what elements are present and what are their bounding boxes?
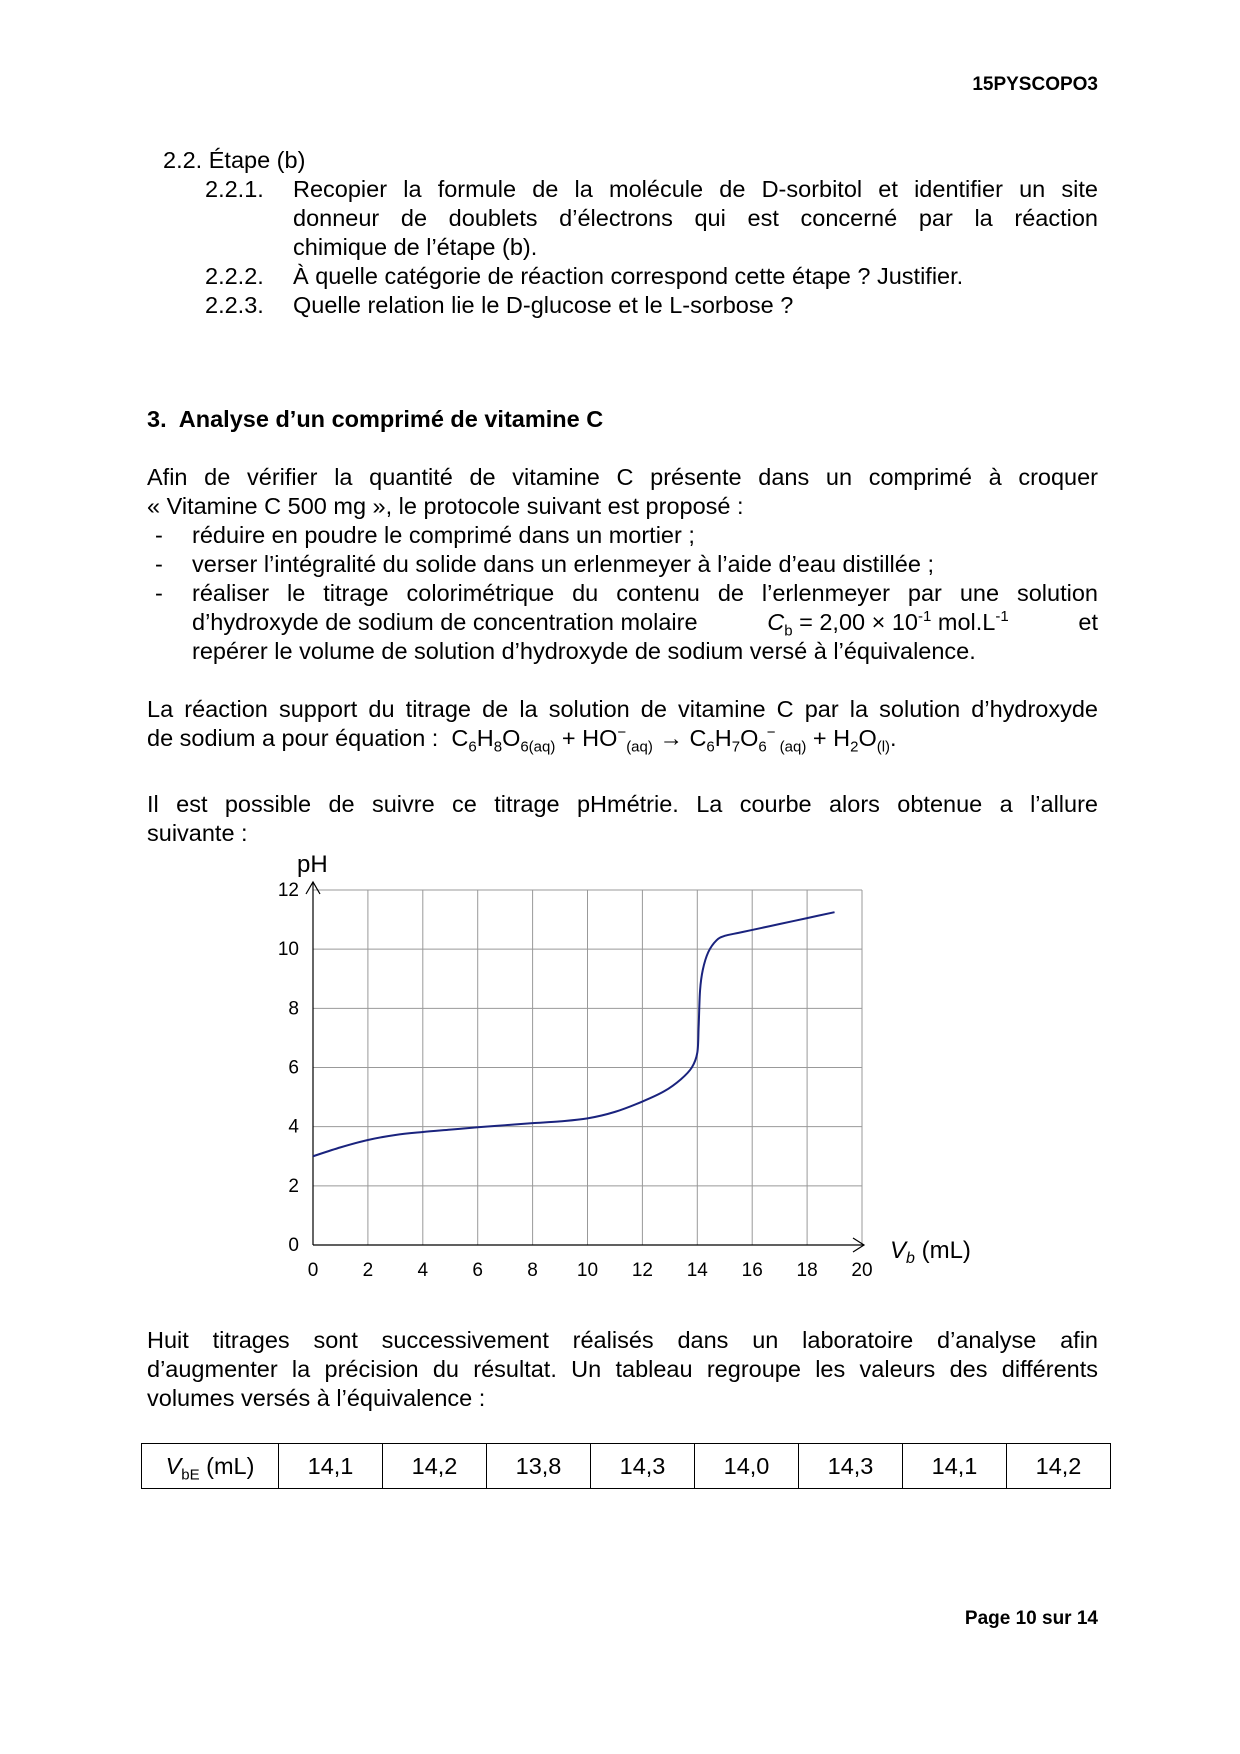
eq-sub: (aq): [626, 738, 653, 756]
titration-chart: [250, 845, 990, 1290]
equivalence-volumes-table: [141, 1443, 1111, 1489]
y-tick-label: 6: [288, 1057, 299, 1079]
eq-o: O: [740, 725, 759, 751]
x-axis-label: $V_b$ (mL): [890, 1237, 971, 1267]
after-line-2: d’augmenter la précision du résultat. Un tableau regroupe les valeurs des différents: [147, 1356, 1098, 1382]
x-tick-label: 12: [631, 1260, 653, 1281]
table-cell: 14,0: [695, 1444, 799, 1489]
bullet-3-line-3: repérer le volume de solution d’hydroxyde de sodium versé à l’équivalence.: [192, 638, 976, 664]
x-tick-label: 2: [362, 1260, 374, 1281]
table-cell: 14,3: [591, 1444, 695, 1489]
eq-arrow: →: [652, 725, 690, 751]
bullet-2: verser l’intégralité du solide dans un erlenmeyer à l’aide d’eau distillée ;: [192, 551, 934, 577]
intro-line-2: « Vitamine C 500 mg », le protocole suivant est proposé :: [147, 493, 744, 519]
x-tick-label: 20: [851, 1260, 873, 1281]
eq-charge: −: [766, 724, 776, 742]
bullet-3-line-1: réaliser le titrage colorimétrique du contenu de l’erlenmeyer par une solution: [192, 580, 1098, 606]
page-code: 15PYSCOPO3: [972, 74, 1098, 95]
y-tick-label: 12: [277, 880, 299, 901]
x-tick-label: 4: [417, 1260, 429, 1281]
table-cell: 14,1: [279, 1444, 383, 1489]
eq-plus-h: + H: [806, 725, 851, 751]
eq-sub: 6: [706, 738, 715, 756]
eq-c: C: [451, 725, 469, 751]
y-tick-label: 4: [288, 1116, 299, 1138]
eq-c: C: [689, 725, 707, 751]
ph-line-1: Il est possible de suivre ce titrage pHmétrie. La courbe alors obtenue a l’allure: [147, 791, 1098, 817]
after-line-1: Huit titrages sont successivement réalisés dans un laboratoire d’analyse afin: [147, 1327, 1098, 1353]
section-3-heading: 3. Analyse d’un comprimé de vitamine C: [147, 406, 604, 432]
section-2-2-heading: [163, 146, 305, 175]
q223-text: Quelle relation lie le D-glucose et le L-sorbose ?: [293, 292, 794, 318]
table-header-sub: bE: [181, 1466, 200, 1484]
bullet-3-line-2-end: et: [1078, 609, 1098, 635]
eq-sub: 6(aq): [520, 738, 556, 756]
x-tick-label: 10: [576, 1260, 599, 1281]
eq-o: O: [502, 725, 521, 751]
bullet-dash: -: [155, 580, 163, 606]
q223-number: 2.2.3.: [205, 292, 264, 318]
ph-line-2: suivante :: [147, 820, 248, 846]
section-title: Étape (b): [208, 147, 306, 173]
concentration-unit: mol.L: [931, 609, 996, 635]
eq-sub: 2: [850, 738, 859, 756]
concentration-formula: [767, 608, 1009, 640]
eq-charge: −: [617, 724, 627, 742]
q221-line-2: donneur de doublets d’électrons qui est concerné par la réaction: [293, 205, 1098, 231]
reaction-line-1: La réaction support du titrage de la solution de vitamine C par la solution d’hydroxyde: [147, 696, 1098, 722]
table-cell: 14,1: [903, 1444, 1007, 1489]
table-row: [142, 1444, 1111, 1489]
reaction-line-2: [147, 724, 897, 756]
bullet-dash: -: [155, 522, 163, 548]
eq-h: H: [476, 725, 494, 751]
eq-sub: 8: [493, 738, 503, 756]
concentration-unit-exponent: -1: [995, 608, 1009, 626]
eq-sub: (aq): [775, 738, 807, 756]
concentration-subscript: b: [784, 622, 793, 640]
after-line-3: volumes versés à l’équivalence :: [147, 1385, 486, 1411]
bullet-3-line-2-text: d’hydroxyde de sodium de concentration molaire: [192, 609, 698, 635]
bullet-1: réduire en poudre le comprimé dans un mortier ;: [192, 522, 695, 548]
y-axis-label: pH: [297, 851, 328, 878]
y-tick-label: 10: [277, 939, 299, 961]
x-tick-label: 8: [527, 1260, 538, 1281]
eq-sub: (l): [876, 738, 891, 756]
table-cell: 13,8: [487, 1444, 591, 1489]
eq-sub: 6: [468, 738, 477, 756]
intro-line-1: Afin de vérifier la quantité de vitamine C présente dans un comprimé à croquer: [147, 464, 1098, 490]
table-header-unit: (mL): [199, 1452, 255, 1479]
section-number: 2.2.: [163, 147, 203, 173]
y-tick-label: 8: [288, 998, 299, 1020]
x-tick-label: 0: [307, 1260, 319, 1281]
titration-chart-svg: [250, 845, 990, 1290]
concentration-symbol: C: [767, 609, 785, 635]
eq-end: .: [890, 725, 897, 751]
q222-number: 2.2.2.: [205, 263, 264, 289]
x-tick-label: 16: [741, 1260, 763, 1281]
y-tick-label: 2: [288, 1175, 299, 1197]
q222-text: À quelle catégorie de réaction correspond cette étape ? Justifier.: [293, 263, 964, 289]
y-tick-label: 0: [288, 1235, 299, 1256]
bullet-dash: -: [155, 551, 163, 577]
concentration-exponent: -1: [918, 608, 932, 626]
table-header-cell: [142, 1444, 279, 1489]
concentration-value: = 2,00 × 10: [792, 609, 919, 635]
q221-line-1: Recopier la formule de la molécule de D-sorbitol et identifier un site: [293, 176, 1098, 202]
eq-plus-ho: + HO: [555, 725, 618, 751]
bullet-3-line-2: [192, 608, 1098, 640]
table-cell: 14,2: [383, 1444, 487, 1489]
table-cell: 14,3: [799, 1444, 903, 1489]
reaction-prefix: de sodium a pour équation :: [147, 725, 439, 751]
x-tick-label: 14: [686, 1260, 708, 1281]
page-number: Page 10 sur 14: [964, 1608, 1098, 1629]
q221-number: 2.2.1.: [205, 176, 264, 202]
eq-o: O: [858, 725, 877, 751]
eq-sub: 7: [731, 738, 741, 756]
eq-sub: 6: [758, 738, 767, 756]
x-tick-label: 6: [472, 1260, 483, 1281]
q221-line-3: chimique de l’étape (b).: [293, 234, 538, 260]
table-header-var: V: [165, 1452, 182, 1479]
eq-h: H: [714, 725, 732, 751]
table-cell: 14,2: [1007, 1444, 1111, 1489]
reaction-equation: [451, 724, 897, 756]
x-tick-label: 18: [796, 1260, 818, 1281]
